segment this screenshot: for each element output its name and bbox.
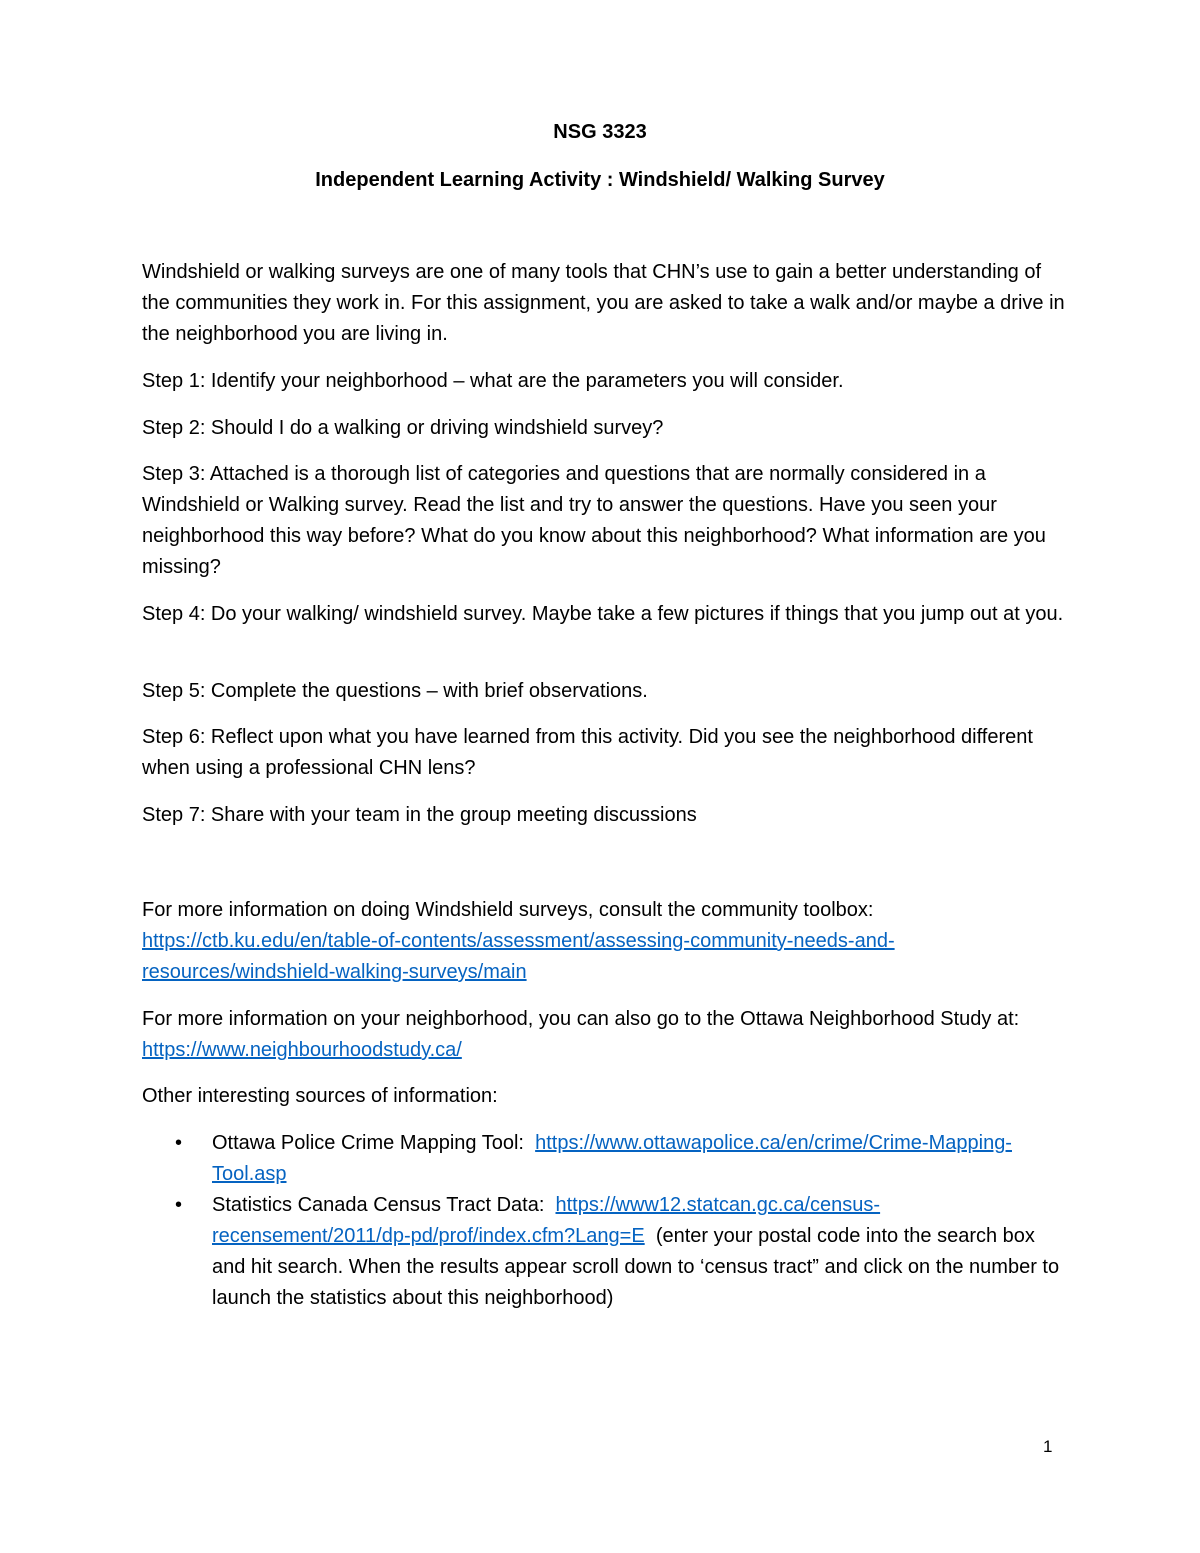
bullet-icon: • xyxy=(175,1132,183,1154)
neighborhood-study-link[interactable]: https://www.neighbourhoodstudy.ca/ xyxy=(142,1039,462,1061)
intro-paragraph: Windshield or walking surveys are one of many tools that CHN’s use to gain a better understanding of the communities they work in. For this assignment, you are asked to take a walk and/or maybe a drive in the neighborhood you are living in. xyxy=(142,261,1065,345)
bullet-icon: • xyxy=(175,1194,183,1216)
census-tract-label: Statistics Canada Census Tract Data: xyxy=(212,1194,545,1216)
step-7: Step 7: Share with your team in the group meeting discussions xyxy=(142,804,697,826)
toolbox-text: For more information on doing Windshield surveys, consult the community toolbox: xyxy=(142,899,874,921)
list-item xyxy=(142,1190,1072,1314)
step-4: Step 4: Do your walking/ windshield survey. Maybe take a few pictures if things that you jump out at you. xyxy=(142,603,1064,625)
other-sources-list xyxy=(142,1128,1072,1314)
census-tract-link[interactable]: https://www12.statcan.gc.ca/census-recensement/2011/dp-pd/prof/index.cfm?Lang=E xyxy=(212,1194,881,1247)
step-5: Step 5: Complete the questions – with brief observations. xyxy=(142,680,648,702)
step-3: Step 3: Attached is a thorough list of categories and questions that are normally considered in a Windshield or Walking survey. Read the list and try to answer the questions. Have you seen your neighborhood this way before? What do you know about this neighborhood? What information are you missing? xyxy=(142,463,1046,578)
neighborhood-study-paragraph xyxy=(142,1004,1072,1066)
other-sources-heading: Other interesting sources of information: xyxy=(142,1085,498,1107)
toolbox-paragraph xyxy=(142,895,1072,988)
page-number: 1 xyxy=(1043,1437,1053,1456)
document-title: Independent Learning Activity : Windshield/ Walking Survey xyxy=(315,169,885,191)
step-1: Step 1: Identify your neighborhood – what are the parameters you will consider. xyxy=(142,370,844,392)
neighborhood-study-text: For more information on your neighborhood, you can also go to the Ottawa Neighborhood Study at: xyxy=(142,1008,1020,1030)
step-2: Step 2: Should I do a walking or driving windshield survey? xyxy=(142,417,664,439)
crime-mapping-link[interactable]: https://www.ottawapolice.ca/en/crime/Crime-Mapping-Tool.asp xyxy=(212,1132,1012,1185)
toolbox-link[interactable]: https://ctb.ku.edu/en/table-of-contents/assessment/assessing-community-needs-and-resources/windshield-walking-surveys/main xyxy=(142,930,895,983)
step-6: Step 6: Reflect upon what you have learned from this activity. Did you see the neighborhood different when using a professional CHN lens? xyxy=(142,726,1033,779)
census-tract-note: (enter your postal code into the search box and hit search. When the results appear scroll down to ‘census tract” and click on the number to launch the statistics about this neighborhood) xyxy=(212,1225,1060,1309)
crime-mapping-label: Ottawa Police Crime Mapping Tool: xyxy=(212,1132,524,1154)
course-code: NSG 3323 xyxy=(553,121,647,143)
list-item xyxy=(142,1128,1072,1190)
